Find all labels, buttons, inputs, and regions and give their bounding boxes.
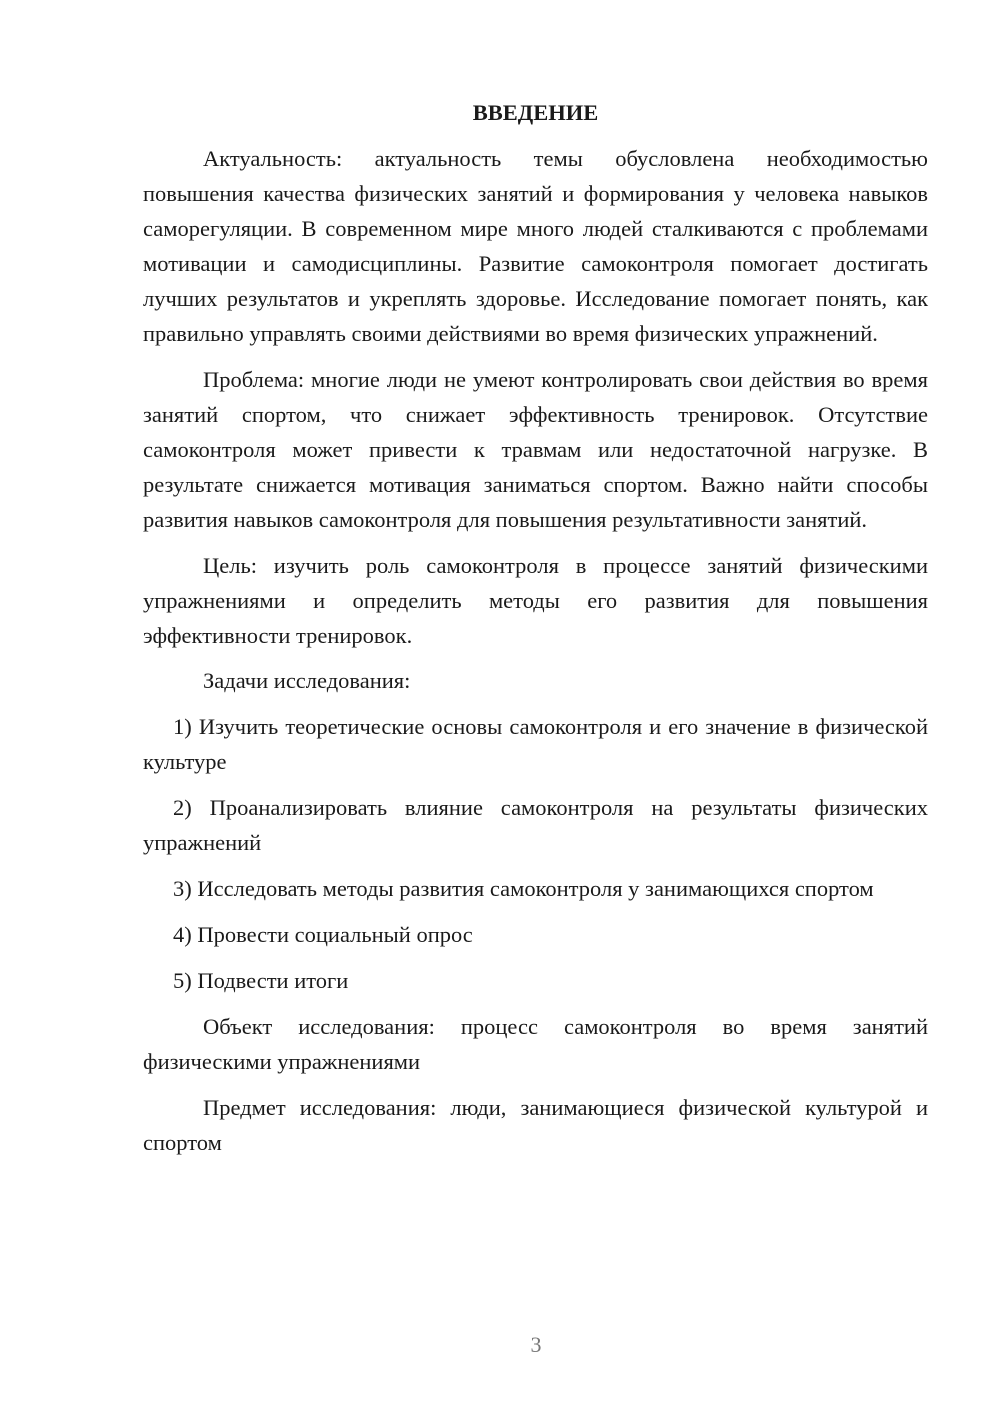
- task-item: 4) Провести социальный опрос: [173, 922, 473, 947]
- task-item: 2) Проанализировать влияние самоконтроля на результаты физических упражнений: [143, 795, 928, 855]
- document-page: [143, 95, 928, 1171]
- goal-paragraph: Цель: изучить роль самоконтроля в процессе занятий физическими упражнениями и определить методы его развития для повышения эффективности тренировок.: [143, 553, 928, 648]
- task-item: 1) Изучить теоретические основы самоконтроля и его значение в физической культуре: [143, 714, 928, 774]
- section-heading: ВВЕДЕНИЕ: [472, 100, 599, 125]
- task-item: 3) Исследовать методы развития самоконтроля у занимающихся спортом: [173, 876, 874, 901]
- object-paragraph: Объект исследования: процесс самоконтроля во время занятий физическими упражнениями: [143, 1014, 928, 1074]
- problem-paragraph: Проблема: многие люди не умеют контролировать свои действия во время занятий спортом, что снижает эффективность тренировок. Отсутствие самоконтроля может привести к травмам или недостаточной нагрузке. В результате снижается мотивация заниматься спортом. Важно найти способы развития навыков самоконтроля для повышения результативности занятий.: [143, 367, 928, 532]
- subject-paragraph: Предмет исследования: люди, занимающиеся физической культурой и спортом: [143, 1095, 928, 1155]
- relevance-paragraph: Актуальность: актуальность темы обусловлена необходимостью повышения качества физических занятий и формирования у человека навыков саморегуляции. В современном мире много людей сталкиваются с проблемами мотивации и самодисциплины. Развитие самоконтроля помогает достигать лучших результатов и укреплять здоровье. Исследование помогает понять, как правильно управлять своими действиями во время физических упражнений.: [143, 146, 928, 346]
- task-item: 5) Подвести итоги: [173, 968, 349, 993]
- tasks-heading: Задачи исследования:: [203, 668, 411, 693]
- page-number: 3: [530, 1332, 542, 1357]
